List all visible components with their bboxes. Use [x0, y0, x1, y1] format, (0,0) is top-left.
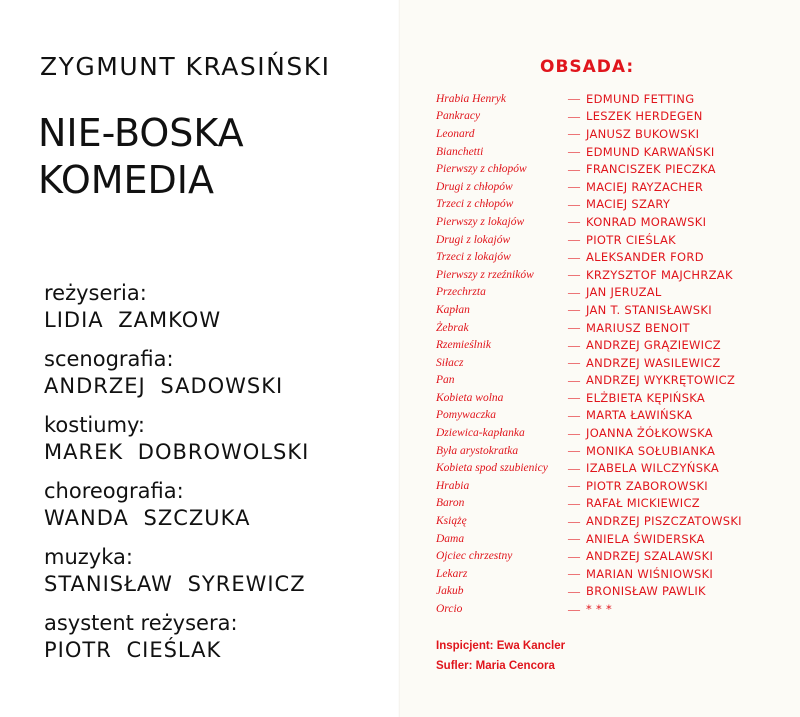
cast-dash: — [568, 126, 580, 141]
cast-role: Pierwszy z lokajów [436, 215, 525, 228]
cast-dash: — [568, 91, 580, 106]
cast-actor: ELŻBIETA KĘPIŃSKA [586, 390, 706, 405]
cast-list [436, 90, 742, 618]
cast-dash: — [568, 390, 580, 405]
cast-actor: MARTA ŁAWIŃSKA [586, 408, 693, 423]
cast-dash: — [568, 284, 580, 299]
credit-name: PIOTR CIEŚLAK [44, 638, 222, 662]
cast-role: Leonard [436, 127, 475, 140]
cast-role: Trzeci z lokajów [436, 251, 511, 264]
cast-role: Siłacz [436, 356, 464, 369]
cast-row [436, 424, 742, 442]
cast-dash: — [568, 214, 580, 229]
cast-actor: ANDRZEJ SZALAWSKI [586, 549, 714, 564]
cast-actor: MARIUSZ BENOIT [586, 320, 690, 335]
cast-actor: ANIELA ŚWIDERSKA [586, 531, 705, 546]
credit-director [44, 280, 309, 334]
cast-dash: — [568, 161, 580, 176]
cast-role: Książę [436, 515, 467, 528]
cast-row [436, 90, 742, 108]
cast-dash: — [568, 267, 580, 282]
cast-dash: — [568, 108, 580, 123]
cast-role: Hrabia [436, 479, 470, 492]
cast-row [436, 600, 742, 618]
cast-heading: OBSADA: [540, 57, 635, 77]
cast-actor: MACIEJ RAYZACHER [586, 179, 704, 194]
cast-row [436, 196, 742, 214]
cast-role: Pomywaczka [436, 409, 497, 422]
cast-row [436, 389, 742, 407]
credit-role: muzyka: [44, 545, 133, 569]
cast-role: Kapłan [436, 303, 470, 316]
cast-actor: MACIEJ SZARY [586, 197, 671, 212]
cast-role: Drugi z chłopów [436, 180, 513, 193]
cast-role: Pankracy [436, 110, 481, 123]
cast-row [436, 125, 742, 143]
cast-dash: — [568, 601, 580, 616]
cast-row [436, 266, 742, 284]
cast-role: Lekarz [436, 567, 468, 580]
cast-row [436, 143, 742, 161]
cast-row [436, 284, 742, 302]
cast-dash: — [568, 337, 580, 352]
cast-row [436, 213, 742, 231]
credit-role: scenografia: [44, 347, 174, 371]
cast-row [436, 477, 742, 495]
credit-costumes [44, 412, 309, 466]
cast-dash: — [568, 583, 580, 598]
cast-actor: JAN T. STANISŁAWSKI [586, 302, 712, 317]
cast-dash: — [568, 249, 580, 264]
cast-dash: — [568, 425, 580, 440]
cast-actor: * * * [586, 602, 613, 617]
cast-row [436, 108, 742, 126]
cast-role: Drugi z lokajów [436, 233, 511, 246]
cast-actor: ANDRZEJ WASILEWICZ [586, 355, 721, 370]
cast-row [436, 407, 742, 425]
title-line-1: NIE-BOSKA [38, 111, 244, 155]
cast-actor: EDMUND FETTING [586, 91, 695, 106]
cast-actor: ANDRZEJ GRĄZIEWICZ [586, 338, 721, 353]
credit-name: STANISŁAW SYREWICZ [44, 572, 306, 596]
credit-name: ANDRZEJ SADOWSKI [44, 374, 284, 398]
cast-dash: — [568, 566, 580, 581]
cast-dash: — [568, 513, 580, 528]
cast-role: Hrabia Henryk [436, 92, 506, 105]
cast-dash: — [568, 179, 580, 194]
cast-dash: — [568, 478, 580, 493]
credit-name: MAREK DOBROWOLSKI [44, 440, 310, 464]
cast-role: Pierwszy z chłopów [436, 163, 527, 176]
cast-role: Rzemieślnik [436, 339, 491, 352]
credit-role: reżyseria: [44, 281, 147, 305]
cast-row [436, 336, 742, 354]
stage-manager: Inspicjent: Ewa Kancler [436, 640, 566, 652]
cast-role: Bianchetti [436, 145, 484, 158]
cast-row [436, 547, 742, 565]
cast-role: Pierwszy z rzeźników [436, 268, 534, 281]
cast-row [436, 442, 742, 460]
cast-dash: — [568, 460, 580, 475]
cast-role: Dziewica-kapłanka [436, 427, 525, 440]
credit-role: asystent reżysera: [44, 611, 238, 635]
cast-actor: PIOTR ZABOROWSKI [586, 478, 708, 493]
cast-role: Kobieta wolna [436, 391, 504, 404]
cast-dash: — [568, 144, 580, 159]
credit-scenography [44, 346, 309, 400]
cast-row [436, 248, 742, 266]
cast-row [436, 301, 742, 319]
credit-choreography [44, 478, 309, 532]
cast-actor: ALEKSANDER FORD [586, 250, 704, 265]
cast-actor: JAN JERUZAL [586, 285, 662, 300]
cast-role: Kobieta spod szubienicy [436, 462, 548, 475]
cast-dash: — [568, 443, 580, 458]
cast-row [436, 160, 742, 178]
cast-actor: EDMUND KARWAŃSKI [586, 144, 715, 159]
cast-actor: MONIKA SOŁUBIANKA [586, 443, 716, 458]
cast-row [436, 512, 742, 530]
cast-actor: BRONISŁAW PAWLIK [586, 584, 706, 599]
cast-actor: IZABELA WILCZYŃSKA [586, 461, 720, 476]
cast-dash: — [568, 355, 580, 370]
cast-dash: — [568, 372, 580, 387]
credit-music [44, 544, 309, 598]
cast-role: Orcio [436, 603, 463, 616]
cast-actor: RAFAŁ MICKIEWICZ [586, 496, 700, 511]
cast-role: Ojciec chrzestny [436, 550, 513, 563]
cast-actor: FRANCISZEK PIECZKA [586, 162, 716, 177]
credit-role: choreografia: [44, 479, 184, 503]
credits-list [44, 280, 309, 676]
cast-row [436, 583, 742, 601]
credit-name: WANDA SZCZUKA [44, 506, 251, 530]
cast-row [436, 319, 742, 337]
cast-actor: ANDRZEJ WYKRĘTOWICZ [586, 373, 736, 388]
credit-name: LIDIA ZAMKOW [44, 308, 222, 332]
cast-row [436, 530, 742, 548]
cast-actor: PIOTR CIEŚLAK [586, 232, 677, 247]
cast-actor: JANUSZ BUKOWSKI [586, 126, 700, 141]
credit-role: kostiumy: [44, 413, 146, 437]
cast-dash: — [568, 232, 580, 247]
cast-row [436, 231, 742, 249]
cast-role: Trzeci z chłopów [436, 198, 514, 211]
cast-dash: — [568, 320, 580, 335]
cast-role: Baron [436, 497, 465, 510]
cast-row [436, 459, 742, 477]
cast-actor: JOANNA ŻÓŁKOWSKA [586, 426, 713, 441]
cast-role: Pan [436, 374, 455, 387]
cast-dash: — [568, 302, 580, 317]
cast-actor: ANDRZEJ PISZCZATOWSKI [586, 514, 742, 529]
author-name: ZYGMUNT KRASIŃSKI [40, 52, 331, 81]
cast-dash: — [568, 548, 580, 563]
cast-role: Dama [436, 532, 465, 545]
cast-actor: MARIAN WIŚNIOWSKI [586, 566, 714, 581]
prompter: Sufler: Maria Cencora [436, 660, 555, 672]
cast-actor: LESZEK HERDEGEN [586, 109, 703, 124]
cast-dash: — [568, 495, 580, 510]
cast-row [436, 495, 742, 513]
footer-credits [436, 636, 565, 676]
play-title [38, 110, 244, 204]
title-line-2: KOMEDIA [38, 158, 215, 202]
cast-dash: — [568, 407, 580, 422]
cast-role: Przechrzta [436, 286, 486, 299]
cast-dash: — [568, 196, 580, 211]
cast-actor: KONRAD MORAWSKI [586, 214, 707, 229]
cast-row [436, 178, 742, 196]
credit-assistant-director [44, 610, 309, 664]
cast-actor: KRZYSZTOF MAJCHRZAK [586, 267, 733, 282]
cast-role: Żebrak [436, 321, 469, 334]
cast-row [436, 372, 742, 390]
cast-dash: — [568, 531, 580, 546]
cast-row [436, 354, 742, 372]
cast-row [436, 565, 742, 583]
cast-role: Jakub [436, 585, 464, 598]
cast-role: Była arystokratka [436, 444, 519, 457]
